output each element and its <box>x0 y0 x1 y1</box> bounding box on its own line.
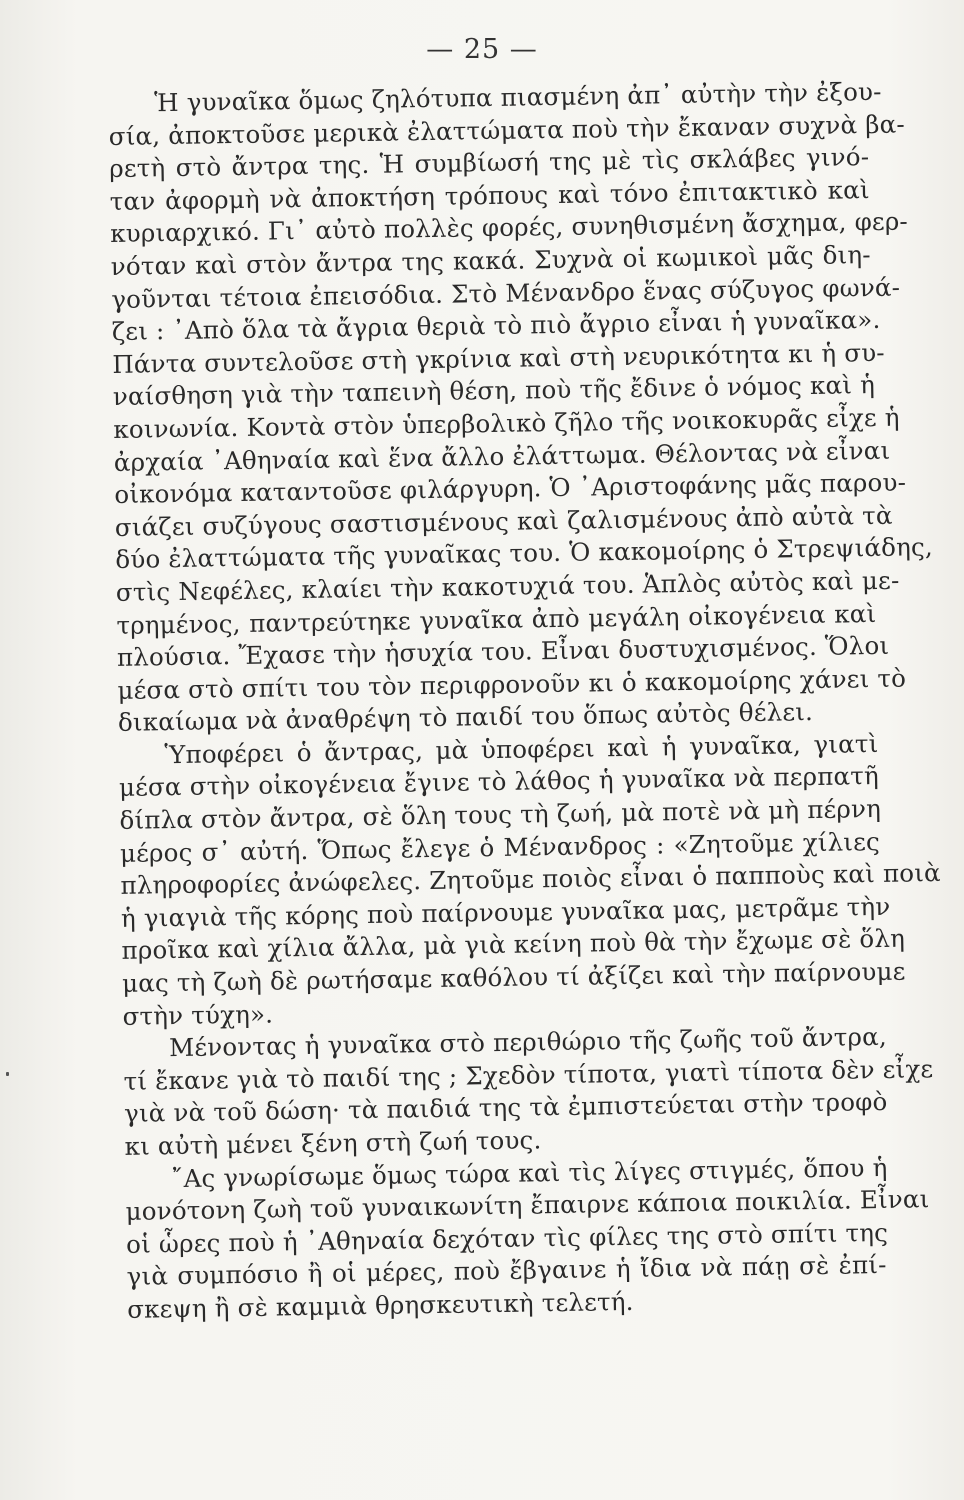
text-line: μέσα στὴν οἰκογένεια ἔγινε τὸ λάθος ἡ γυναῖκα νὰ περπατῆ <box>118 761 880 803</box>
body-text <box>108 76 941 1326</box>
text-line: Πάντα συντελοῦσε στὴ γκρίνια καὶ στὴ νευρικότητα κι ἡ συ- <box>112 337 885 379</box>
text-line: ἡ γιαγιὰ τῆς κόρης ποὺ παίρνουμε γυναῖκα μας, μετρᾶμε τὴν <box>120 891 891 933</box>
text-line: μας τὴ ζωὴ δὲ ρωτήσαμε καθόλου τί ἀξίζει καὶ τὴν παίρνουμε <box>121 956 906 998</box>
text-line: τρημένος, παντρεύτηκε γυναῖκα ἀπὸ μεγάλη οἰκογένεια καὶ <box>116 598 877 640</box>
text-line: ζει : ᾿Απὸ ὅλα τὰ ἄγρια θεριὰ τὸ πιὸ ἄγριο εἶναι ἡ γυναῖκα». <box>111 305 881 347</box>
text-line: σιάζει συζύγους σαστισμένους καὶ ζαλισμένους ἀπὸ αὐτὰ τὰ <box>114 500 893 542</box>
text-line: δίπλα στὸν ἄντρα, σὲ ὅλη τους τὴ ζωή, μὰ ποτὲ νὰ μὴ πέρνη <box>119 794 882 835</box>
text-line: κυριαρχικό. Γι᾽ αὐτὸ πολλὲς φορές, συνηθισμένη ἄσχημα, φερ- <box>110 206 909 249</box>
page-number: — 25 — <box>426 34 538 65</box>
text-line: δύο ἐλαττώματα τῆς γυναῖκας του. Ὁ κακομοίρης ὁ Στρεψιάδης, <box>115 532 934 575</box>
text-line: σία, ἀποκτοῦσε μερικὰ ἐλαττώματα ποὺ τὴν ἔκαναν συχνὰ βα- <box>108 109 906 151</box>
text-line: γοῦνται τέτοια ἐπεισόδια. Στὸ Μένανδρο ἕνας σύζυγος φωνά- <box>111 272 901 314</box>
text-line: οἱ ὧρες ποὺ ἡ ᾿Αθηναία δεχόταν τὶς φίλες της στὸ σπίτι της <box>125 1217 889 1259</box>
text-line: δικαίωμα νὰ ἀναθρέψη τὸ παιδί του ὅπως αὐτὸς θέλει. <box>117 697 814 738</box>
text-line: στὶς Νεφέλες, κλαίει τὴν κακοτυχιά του. Ἁπλὸς αὐτὸς καὶ με- <box>115 565 900 607</box>
text-line: σκεψη ἢ σὲ καμμιὰ θρησκευτικὴ τελετή. <box>126 1286 634 1324</box>
text-line: πληροφορίες ἀνώφελες. Ζητοῦμε ποιὸς εἶναι ὁ παπποὺς καὶ ποιὰ <box>120 858 941 901</box>
text-line: ρετὴ στὸ ἄντρα της. Ἡ συμβίωσή της μὲ τὶς σκλάβες γινό- <box>109 142 870 184</box>
text-line: νόταν καὶ στὸν ἄντρα της κακά. Συχνὰ οἱ κωμικοὶ μᾶς διη- <box>110 240 871 281</box>
text-line: Ὑποφέρει ὁ ἄντρας, μὰ ὑποφέρει καὶ ἡ γυναῖκα, γιατὶ <box>164 728 879 770</box>
text-line: ταν ἀφορμὴ νὰ ἀποκτήση τρόπους καὶ τόνο ἐπιτακτικὸ καὶ <box>109 174 870 216</box>
text-line: γιὰ συμπόσιο ἢ οἱ μέρες, ποὺ ἔβγαινε ἡ ἴδια νὰ πάῃ σὲ ἐπί- <box>126 1250 887 1292</box>
text-line: μέρος σ᾽ αὐτή. Ὅπως ἔλεγε ὁ Μένανδρος : «Ζητοῦμε χίλιες <box>119 826 881 868</box>
text-line: ῎Ας γνωρίσωμε ὅμως τώρα καὶ τὶς λίγες στιγμές, ὅπου ἡ <box>170 1152 888 1193</box>
text-line: προῖκα καὶ χίλια ἄλλα, μὰ γιὰ κείνη ποὺ θὰ τὴν ἔχωμε σὲ ὅλη <box>121 924 906 966</box>
text-line: μέσα στὸ σπίτι του τὸν περιφρονοῦν κι ὁ κακομοίρης χάνει τὸ <box>117 663 907 705</box>
text-line: κοινωνία. Κοντὰ στὸν ὑπερβολικὸ ζῆλο τῆς νοικοκυρᾶς εἶχε ἡ <box>113 402 900 444</box>
text-line: Ἡ γυναῖκα ὅμως ζηλότυπα πιασμένη ἀπ᾽ αὐτὴν τὴν ἐξου- <box>154 76 882 118</box>
text-line: στὴν τύχη». <box>122 999 274 1031</box>
text-line: κι αὐτὴ μένει ξένη στὴ ζωή τους. <box>124 1125 542 1161</box>
text-line: μονότονη ζωὴ τοῦ γυναικωνίτη ἔπαιρνε κάποια ποικιλία. Εἶναι <box>125 1184 930 1227</box>
text-line: πλούσια. Ἔχασε τὴν ἡσυχία του. Εἶναι δυστυχισμένος. Ὅλοι <box>116 630 890 673</box>
margin-mark <box>6 1072 9 1076</box>
text-line: ναίσθηση γιὰ τὴν ταπεινὴ θέση, ποὺ τῆς ἔδινε ὁ νόμος καὶ ἡ <box>112 370 876 412</box>
text-line: Μένοντας ἡ γυναῖκα στὸ περιθώριο τῆς ζωῆς τοῦ ἄντρα, <box>168 1022 888 1063</box>
text-line: ἀρχαία ᾿Αθηναία καὶ ἕνα ἄλλο ἐλάττωμα. Θέλοντας νὰ εἶναι <box>113 435 891 477</box>
text-line: οἰκονόμα καταντοῦσε φιλάργυρη. Ὁ ᾿Αριστοφάνης μᾶς παρου- <box>114 467 907 510</box>
text-line: τί ἔκανε γιὰ τὸ παιδί της ; Σχεδὸν τίποτα, γιατὶ τίποτα δὲν εἶχε <box>123 1053 934 1096</box>
text-line: γιὰ νὰ τοῦ δώση· τὰ παιδιά της τὰ ἐμπιστεύεται στὴν τροφὸ <box>123 1087 888 1129</box>
